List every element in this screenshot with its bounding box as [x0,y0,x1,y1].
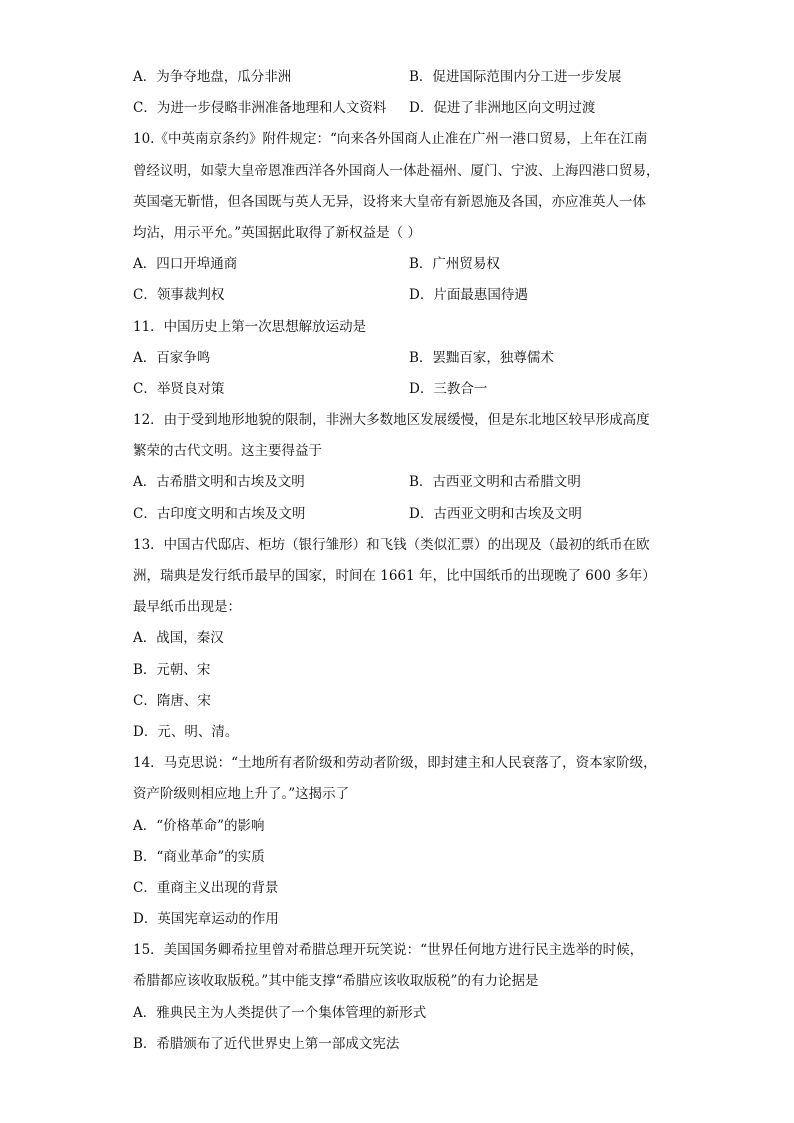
q13-option-d: D．元、明、清。 [133,723,239,740]
q10-option-c: C．领事裁判权 [133,287,225,304]
q13-option-b: B．元朝、宋 [133,661,211,678]
q14-option-a: A．“价格革命”的影响 [133,817,265,834]
q10-stem-line-2: 曾经议明，如蒙大皇帝恩准西洋各外国商人一体赴福州、厦门、宁波、上海四港口贸易， [133,162,660,179]
q11-stem-line-1: 11．中国历史上第一次思想解放运动是 [133,318,367,335]
q12-option-c: C．古印度文明和古埃及文明 [133,505,306,522]
q10-stem-line-4: 均沾，用示平允。”英国据此取得了新权益是（ ） [133,224,421,241]
q13-stem-line-1: 13．中国古代邸店、柜坊（银行雏形）和飞钱（类似汇票）的出现及（最初的纸币在欧 [133,536,650,553]
q11-options-row-2 [133,374,663,405]
q13-stem-line-3: 最早纸币出现是： [133,599,241,616]
q13-option-c: C．隋唐、宋 [133,692,211,709]
q9-option-c: C．为进一步侵略非洲准备地理和人文资料 [133,100,387,117]
q15-option-a: A．雅典民主为人类提供了一个集体管理的新形式 [133,1004,427,1021]
q12-option-d: D．古西亚文明和古埃及文明 [409,505,582,522]
q12-stem-line-1: 12．由于受到地形地貌的限制，非洲大多数地区发展缓慢，但是东北地区较早形成高度 [133,412,650,429]
q11-option-a: A．百家争鸣 [133,349,211,366]
q10-options-row-1 [133,249,663,280]
q10-option-d: D．片面最惠国待遇 [409,287,528,304]
q9-option-b: B．促进国际范围内分工进一步发展 [409,69,622,85]
q12-options-row-1 [133,467,663,498]
q15-stem-line-1: 15．美国国务卿希拉里曾对希腊总理开玩笑说：“世界任何地方进行民主选举的时候， [133,942,644,959]
q9-option-a: A．为争夺地盘，瓜分非洲 [133,69,292,85]
q13-option-a: A．战国，秦汉 [133,630,224,647]
q10-option-b: B．广州贸易权 [409,256,500,273]
q12-option-a: A．古希腊文明和古埃及文明 [133,474,305,491]
q9-option-d: D．促进了非洲地区向文明过渡 [409,100,596,117]
q15-option-b: B．希腊颁布了近代世界史上第一部成文宪法 [133,1035,400,1052]
q10-stem-line-1: 10.《中英南京条约》附件规定：“向来各外国商人止准在广州一港口贸易，上年在江南 [133,131,648,148]
q10-options-row-2 [133,280,663,311]
q11-options-row-1 [133,343,663,374]
q10-option-a: A．四口开埠通商 [133,256,238,273]
q12-option-b: B．古西亚文明和古希腊文明 [409,474,581,491]
q15-stem-line-2: 希腊都应该收取版税。”其中能支撑“希腊应该收取版税”的有力论据是 [133,973,539,990]
q14-option-b: B．“商业革命”的实质 [133,848,265,865]
q11-option-b: B．罢黜百家，独尊儒术 [409,349,554,366]
q12-stem-line-2: 繁荣的古代文明。这主要得益于 [133,443,322,460]
q14-stem-line-1: 14．马克思说：“土地所有者阶级和劳动者阶级，即封建主和人民衰落了，资本家阶级， [133,755,657,772]
q12-options-row-2 [133,499,663,530]
q14-option-d: D．英国宪章运动的作用 [133,911,279,928]
q14-option-c: C．重商主义出现的背景 [133,879,279,896]
q11-option-c: C．举贤良对策 [133,380,225,397]
q14-stem-line-2: 资产阶级则相应地上升了。”这揭示了 [133,786,350,803]
q10-stem-line-3: 英国毫无靳惜，但各国既与英人无异，设将来大皇帝有新恩施及各国，亦应准英人一体 [133,193,646,210]
q9-options-row-2 [133,93,663,124]
q11-option-d: D．三教合一 [409,380,488,397]
question-list [133,62,663,1060]
q13-stem-line-2: 洲，瑞典是发行纸币最早的国家，时间在 1661 年，比中国纸币的出现晚了 600 多年） [133,568,656,584]
q9-options-row-1 [133,62,663,93]
